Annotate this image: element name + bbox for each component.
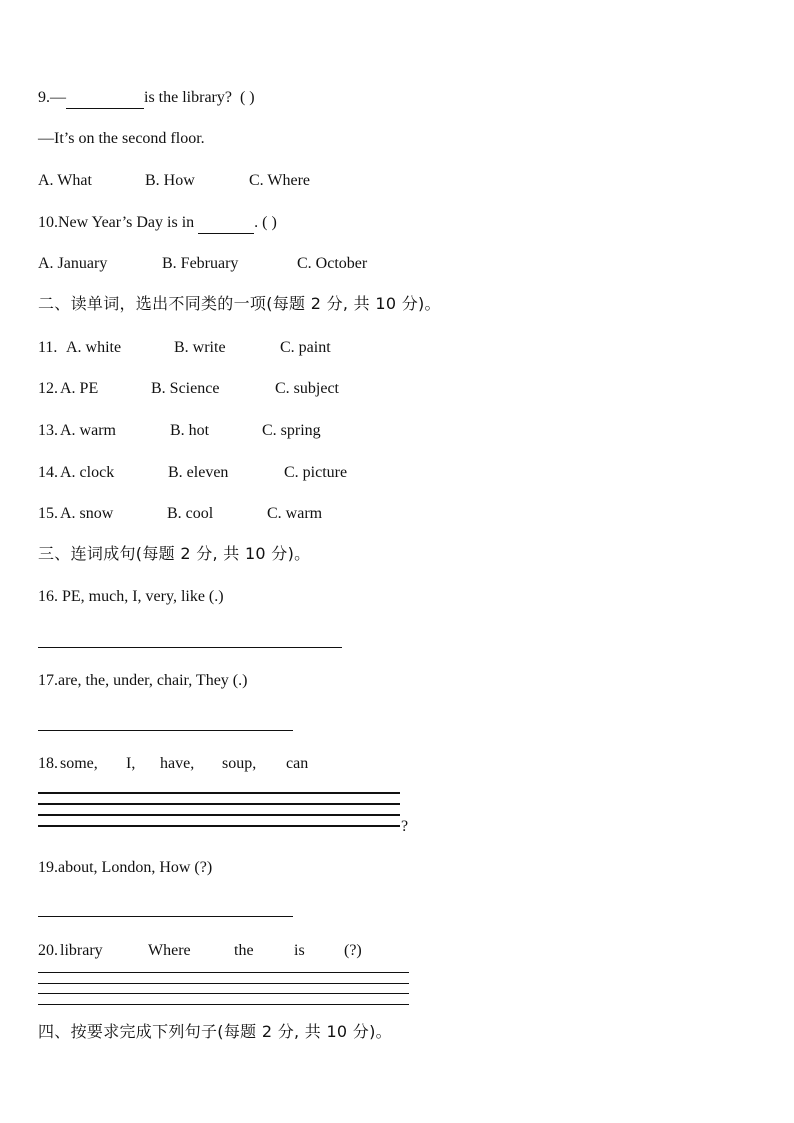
question-number: 20. xyxy=(38,942,58,959)
word: (?) xyxy=(344,942,362,959)
section-2-heading: 二、读单词，选出不同类的一项(每题 2 分, 共 10 分)。 xyxy=(38,294,441,313)
answer-line[interactable] xyxy=(38,916,293,917)
answer-line[interactable] xyxy=(38,792,400,794)
question-number: 13. xyxy=(38,422,58,439)
question-9 xyxy=(38,88,255,109)
answer-line[interactable] xyxy=(38,730,293,731)
word: soup, xyxy=(222,755,257,772)
dash: — xyxy=(50,89,66,106)
section-3-heading: 三、连词成句(每题 2 分, 共 10 分)。 xyxy=(38,544,311,563)
option-c[interactable]: C. Where xyxy=(249,172,311,189)
answer-blank[interactable] xyxy=(66,88,144,109)
answer-line[interactable] xyxy=(38,825,400,827)
word: is xyxy=(294,942,305,959)
option-b[interactable]: B. eleven xyxy=(168,464,229,481)
answer-parentheses[interactable]: ( ) xyxy=(262,214,277,231)
word: I, xyxy=(126,755,136,772)
answer-line[interactable] xyxy=(38,803,400,805)
option-a[interactable]: A. What xyxy=(38,172,92,189)
answer-line[interactable] xyxy=(38,647,342,648)
option-a[interactable]: A. clock xyxy=(60,464,115,481)
word: have, xyxy=(160,755,195,772)
section-4-heading: 四、按要求完成下列句子(每题 2 分, 共 10 分)。 xyxy=(38,1022,392,1041)
question-17: 17.are, the, under, chair, They (.) xyxy=(38,672,248,689)
word: some, xyxy=(60,755,98,772)
option-b[interactable]: B. hot xyxy=(170,422,210,439)
word: library xyxy=(60,942,103,959)
word: the xyxy=(234,942,254,959)
option-c[interactable]: C. paint xyxy=(280,339,331,356)
question-number: 11. xyxy=(38,339,58,356)
option-b[interactable]: B. Science xyxy=(151,380,220,397)
option-a[interactable]: A. January xyxy=(38,255,108,272)
option-c[interactable]: C. October xyxy=(297,255,368,272)
question-19: 19.about, London, How (?) xyxy=(38,859,213,876)
question-number: 9. xyxy=(38,89,50,106)
answer-parentheses[interactable]: ( ) xyxy=(239,89,255,106)
option-c[interactable]: C. spring xyxy=(262,422,321,439)
option-c[interactable]: C. subject xyxy=(275,380,339,397)
option-c[interactable]: C. warm xyxy=(267,505,323,522)
answer-line[interactable] xyxy=(38,993,409,994)
option-a[interactable]: A. white xyxy=(66,339,122,356)
answer-blank[interactable] xyxy=(198,213,254,234)
answer-line[interactable] xyxy=(38,1004,409,1005)
question-16: 16. PE, much, I, very, like (.) xyxy=(38,588,224,605)
option-b[interactable]: B. How xyxy=(145,172,195,189)
option-b[interactable]: B. February xyxy=(162,255,239,272)
question-mark: ? xyxy=(401,818,409,835)
question-number: 18. xyxy=(38,755,58,772)
question-number: 14. xyxy=(38,464,58,481)
option-a[interactable]: A. snow xyxy=(60,505,114,522)
option-a[interactable]: A. PE xyxy=(60,380,99,397)
option-b[interactable]: B. cool xyxy=(167,505,214,522)
answer-line[interactable] xyxy=(38,972,409,973)
question-number: 15. xyxy=(38,505,58,522)
option-b[interactable]: B. write xyxy=(174,339,226,356)
period: . xyxy=(254,214,259,231)
question-text: is the library? xyxy=(144,89,232,106)
word: Where xyxy=(148,942,191,959)
word: can xyxy=(286,755,309,772)
question-text: 10.New Year’s Day is in xyxy=(38,214,195,231)
answer-line[interactable] xyxy=(38,983,409,984)
question-10 xyxy=(38,213,277,234)
answer-line[interactable] xyxy=(38,814,400,816)
question-number: 12. xyxy=(38,380,58,397)
option-c[interactable]: C. picture xyxy=(284,464,348,481)
option-a[interactable]: A. warm xyxy=(60,422,116,439)
question-9-reply: —It’s on the second floor. xyxy=(38,130,205,147)
